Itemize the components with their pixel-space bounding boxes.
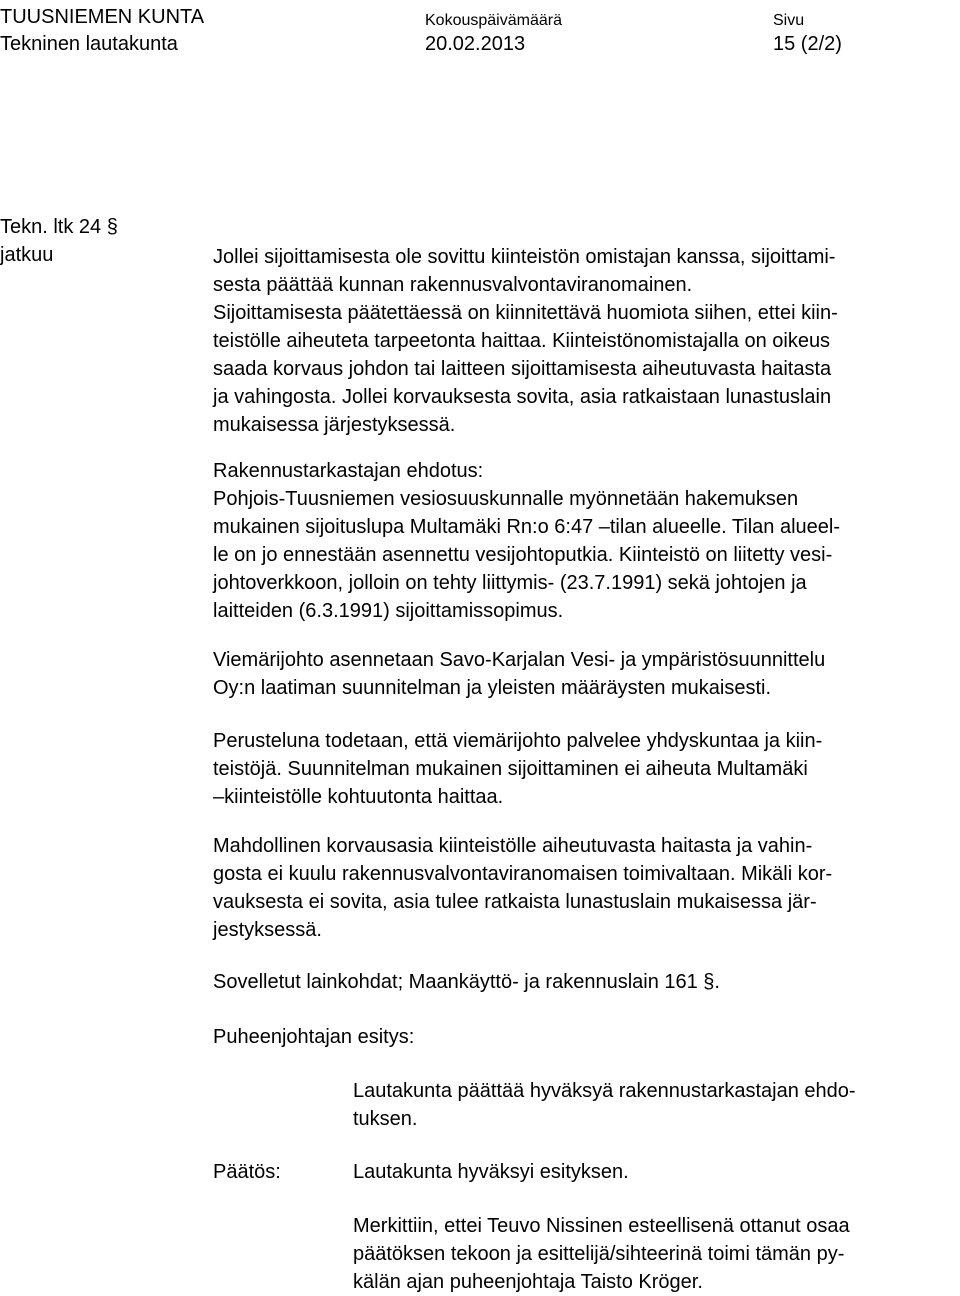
- decision-text: Lautakunta hyväksyi esityksen.: [353, 1161, 629, 1183]
- meeting-date: [425, 30, 525, 58]
- page-number: [773, 30, 842, 58]
- date-label-text: Kokouspäivämäärä: [425, 12, 562, 29]
- chair-proposal-text: [353, 1077, 953, 1133]
- applied-laws-paragraph: [213, 968, 953, 996]
- intro-line: mukaisessa järjestyksessä.: [213, 414, 456, 436]
- compensation-line: vauksesta ei sovita, asia tulee ratkaista lunastuslain mukaisessa jär-: [213, 891, 817, 913]
- intro-line: Jollei sijoittamisesta ole sovittu kiinteistön omistajan kanssa, sijoittami-: [213, 246, 836, 268]
- compensation-line: gosta ei kuulu rakennusvalvontaviranomaisen toimivaltaan. Mikäli kor-: [213, 863, 833, 885]
- compensation-line: jestyksessä.: [213, 919, 322, 941]
- proposal-line: mukainen sijoituslupa Multamäki Rn:o 6:47 –tilan alueelle. Tilan alueel-: [213, 516, 841, 538]
- decision-note: [353, 1212, 953, 1296]
- compensation-line: Mahdollinen korvausasia kiinteistölle aiheutuvasta haitasta ja vahin-: [213, 835, 813, 857]
- justification-line: Perusteluna todetaan, että viemärijohto palvelee yhdyskuntaa ja kiin-: [213, 730, 823, 752]
- chair-proposal-line: Lautakunta päättää hyväksyä rakennustarkastajan ehdo-: [353, 1080, 856, 1102]
- intro-line: saada korvaus johdon tai laitteen sijoittamisesta aiheutuvasta haitasta: [213, 358, 832, 380]
- intro-line: Sijoittamisesta päätettäessä on kiinnitettävä huomiota siihen, ettei kiin-: [213, 302, 838, 324]
- applied-laws-line: Sovelletut lainkohdat; Maankäyttö- ja rakennuslain 161 §.: [213, 971, 720, 993]
- justification-line: teistöjä. Suunnitelman mukainen sijoittaminen ei aiheuta Multamäki: [213, 758, 808, 780]
- justification-line: –kiinteistölle kohtuutonta haittaa.: [213, 786, 504, 808]
- intro-line: sesta päättää kunnan rakennusvalvontaviranomainen.: [213, 274, 693, 296]
- note-line: Merkittiin, ettei Teuvo Nissinen esteellisenä ottanut osaa: [353, 1215, 850, 1237]
- org-unit: [0, 30, 178, 58]
- compensation-paragraph: [213, 832, 953, 944]
- org-name-text: TUUSNIEMEN KUNTA: [0, 6, 205, 28]
- chair-proposal-label: Puheenjohtajan esitys:: [213, 1026, 415, 1048]
- justification-paragraph: [213, 727, 953, 811]
- org-unit-text: Tekninen lautakunta: [0, 33, 178, 55]
- proposal-paragraph: [213, 457, 953, 625]
- intro-line: ja vahingosta. Jollei korvauksesta sovita, asia ratkaistaan lunastuslain: [213, 386, 832, 408]
- page-label-text: Sivu: [773, 12, 805, 29]
- decision-label: Päätös:: [213, 1161, 281, 1183]
- sewer-line: Viemärijohto asennetaan Savo-Karjalan Vesi- ja ympäristösuunnittelu: [213, 649, 826, 671]
- page-number-text: 15 (2/2): [773, 33, 842, 55]
- note-line: päätöksen tekoon ja esittelijä/sihteerinä toimi tämän py-: [353, 1243, 845, 1265]
- note-line: kälän ajan puheenjohtaja Taisto Kröger.: [353, 1271, 703, 1293]
- proposal-line: johtoverkkoon, jolloin on tehty liittymis- (23.7.1991) sekä johtojen ja: [213, 572, 807, 594]
- sewer-paragraph: [213, 646, 953, 702]
- page-label: [773, 5, 804, 33]
- chair-proposal-label-block: [213, 1023, 953, 1051]
- chair-proposal-line: tuksen.: [353, 1108, 418, 1130]
- section-continued: jatkuu: [0, 244, 54, 266]
- intro-paragraph: [213, 243, 953, 439]
- proposal-line: Pohjois-Tuusniemen vesiosuuskunnalle myönnetään hakemuksen: [213, 488, 799, 510]
- meeting-date-text: 20.02.2013: [425, 33, 526, 55]
- sewer-line: Oy:n laatiman suunnitelman ja yleisten määräysten mukaisesti.: [213, 677, 772, 699]
- intro-line: teistölle aiheuteta tarpeetonta haittaa. Kiinteistönomistajalla on oikeus: [213, 330, 831, 352]
- proposal-line: le on jo ennestään asennettu vesijohtoputkia. Kiinteistö on liitetty vesi-: [213, 544, 833, 566]
- date-label: [425, 5, 562, 33]
- org-name: [0, 3, 204, 31]
- proposal-line: laitteiden (6.3.1991) sijoittamissopimus.: [213, 600, 564, 622]
- proposal-heading: Rakennustarkastajan ehdotus:: [213, 460, 484, 482]
- section-reference: Tekn. ltk 24 §: [0, 216, 118, 238]
